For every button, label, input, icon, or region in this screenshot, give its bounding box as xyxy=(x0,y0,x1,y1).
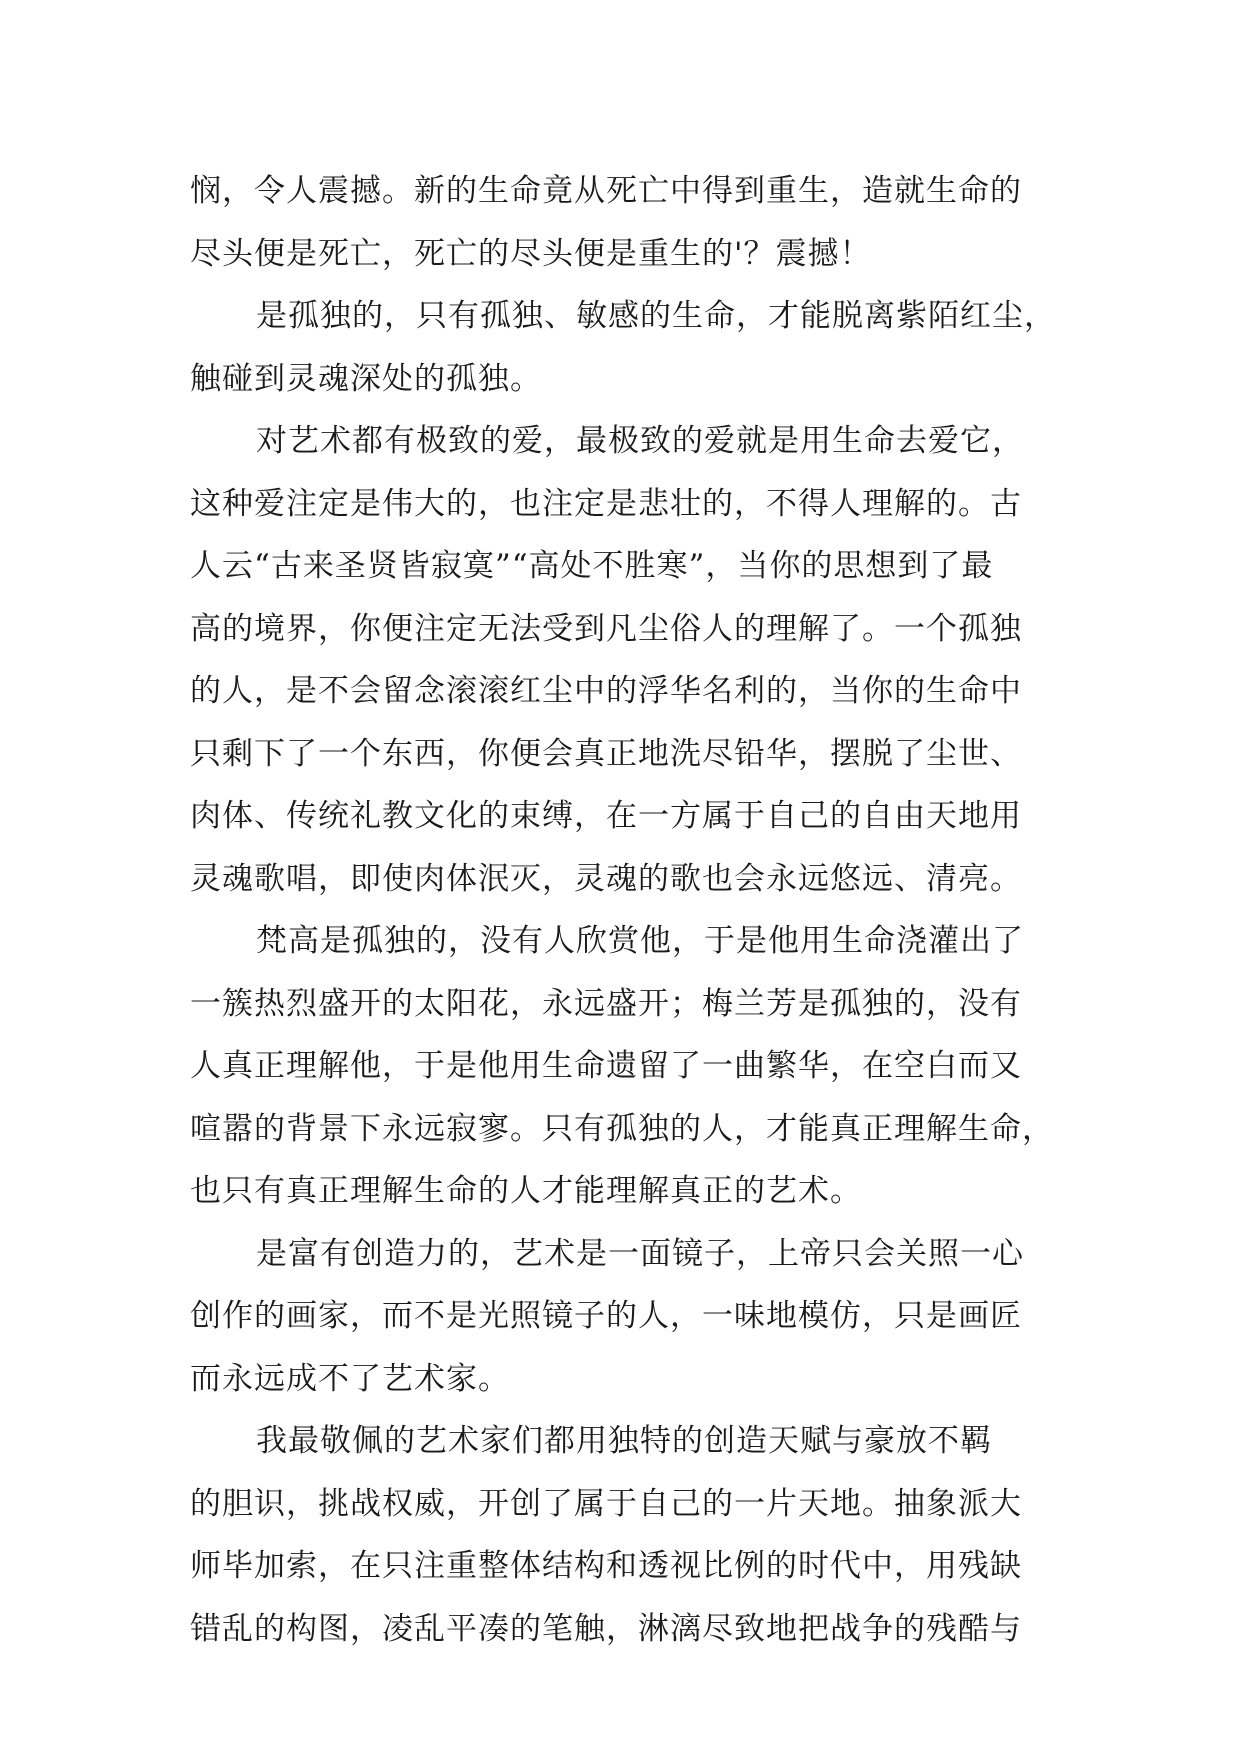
text-line: 触碰到灵魂深处的孤独。 xyxy=(190,360,542,397)
text-line: 这种爱注定是伟大的，也注定是悲壮的，不得人理解的。古 xyxy=(190,485,1022,522)
text-line: 的胆识，挑战权威，开创了属于自己的一片天地。抽象派大 xyxy=(190,1485,1022,1522)
text-line: 错乱的构图，凌乱平凑的笔触，淋漓尽致地把战争的残酷与 xyxy=(190,1610,1022,1647)
text-line: 尽头便是死亡，死亡的尽头便是重生的'？震撼！ xyxy=(190,235,872,272)
text-line: 高的境界，你便注定无法受到凡尘俗人的理解了。一个孤独 xyxy=(190,610,1022,647)
document-body xyxy=(190,160,1070,1660)
text-line: 悯，令人震撼。新的生命竟从死亡中得到重生，造就生命的 xyxy=(190,173,1022,209)
text-line: 灵魂歌唱，即使肉体泯灭，灵魂的歌也会永远悠远、清亮。 xyxy=(190,860,1022,897)
paragraph-first-line: 是富有创造力的，艺术是一面镜子，上帝只会关照一心 xyxy=(256,1235,1024,1272)
text-line: 的人，是不会留念滚滚红尘中的浮华名利的，当你的生命中 xyxy=(190,673,1022,709)
text-line: 人真正理解他，于是他用生命遗留了一曲繁华，在空白而又 xyxy=(190,1048,1022,1084)
text-line: 师毕加索，在只注重整体结构和透视比例的时代中，用残缺 xyxy=(190,1548,1022,1584)
text-line: 也只有真正理解生命的人才能理解真正的艺术。 xyxy=(190,1173,862,1209)
text-line: 喧嚣的背景下永远寂寥。只有孤独的人，才能真正理解生命， xyxy=(190,1110,1054,1147)
text-line: 创作的画家，而不是光照镜子的人，一味地模仿，只是画匠 xyxy=(190,1298,1022,1334)
paragraph-first-line: 是孤独的，只有孤独、敏感的生命，才能脱离紫陌红尘， xyxy=(256,298,1056,334)
paragraph-first-line: 对艺术都有极致的爱，最极致的爱就是用生命去爱它， xyxy=(256,423,1024,459)
text-line: 而永远成不了艺术家。 xyxy=(190,1360,510,1397)
paragraph-first-line: 我最敬佩的艺术家们都用独特的创造天赋与豪放不羁 xyxy=(256,1423,992,1459)
text-line: 肉体、传统礼教文化的束缚，在一方属于自己的自由天地用 xyxy=(190,798,1022,834)
text-line: 人云“古来圣贤皆寂寞”“高处不胜寒”，当你的思想到了最 xyxy=(190,548,994,584)
text-line: 只剩下了一个东西，你便会真正地洗尽铅华，摆脱了尘世、 xyxy=(190,735,1022,772)
text-line: 一簇热烈盛开的太阳花，永远盛开；梅兰芳是孤独的，没有 xyxy=(190,985,1022,1022)
paragraph-first-line: 梵高是孤独的，没有人欣赏他，于是他用生命浇灌出了 xyxy=(256,923,1024,959)
